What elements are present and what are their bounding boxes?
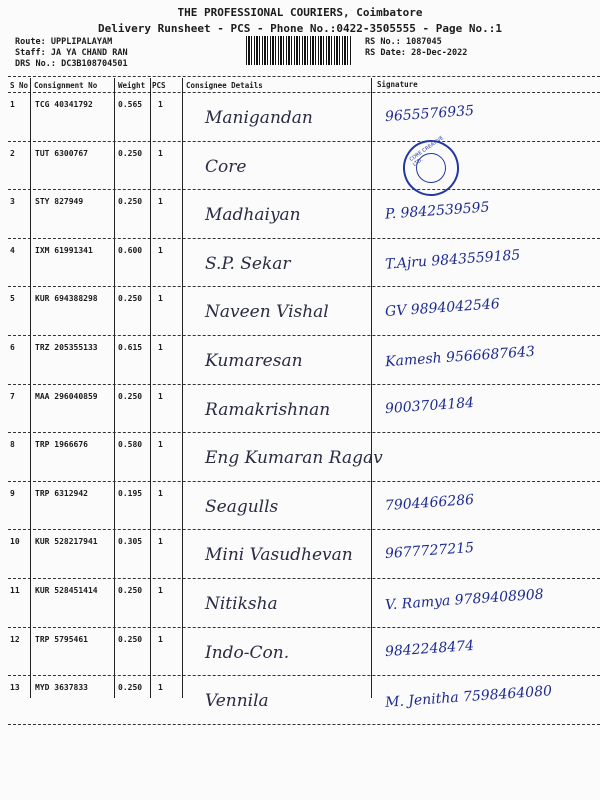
row-consignee: Manigandan <box>205 108 313 128</box>
row-consignment-no: MYD 3637833 <box>35 683 88 693</box>
row-weight: 0.615 <box>118 343 143 352</box>
rs-no-info <box>365 37 442 47</box>
staff-info <box>15 48 128 58</box>
row-consignment-no: TCG 40341792 <box>35 100 93 109</box>
row-consignee: Madhaiyan <box>205 205 301 226</box>
column-header-consignment: Consignment No <box>34 81 98 90</box>
row-weight: 0.565 <box>118 100 143 109</box>
row-sno: 5 <box>10 294 15 304</box>
row-signature: 9655576935 <box>384 102 475 126</box>
row-consignment-no: MAA 296040859 <box>35 391 98 401</box>
row-weight: 0.250 <box>118 391 143 401</box>
row-signature: 9842248474 <box>384 637 475 660</box>
drs-info <box>15 59 128 69</box>
row-consignment-no: TRZ 205355133 <box>35 343 98 352</box>
row-pcs: 1 <box>158 440 163 450</box>
row-weight: 0.250 <box>118 586 143 595</box>
drs-label: DRS No.: <box>15 59 56 69</box>
row-divider <box>8 286 600 287</box>
row-pcs: 1 <box>158 537 163 547</box>
row-signature: 9677727215 <box>384 540 475 563</box>
row-weight: 0.250 <box>118 683 143 693</box>
row-sno: 10 <box>10 537 20 547</box>
column-header-signature: Signature <box>377 80 418 89</box>
header-divider-bottom <box>8 92 600 93</box>
row-sno: 7 <box>10 391 15 401</box>
route-value: UPPLIPALAYAM <box>50 37 113 47</box>
row-divider <box>8 481 600 482</box>
row-consignee: Seagulls <box>205 496 279 517</box>
row-sno: 3 <box>10 197 15 207</box>
column-header-weight: Weight <box>118 81 146 90</box>
column-divider <box>182 78 183 698</box>
row-sno: 11 <box>10 586 20 595</box>
row-weight: 0.250 <box>118 294 143 304</box>
row-consignment-no: IXM 61991341 <box>35 245 93 255</box>
column-divider <box>150 78 151 698</box>
row-consignee: Eng Kumaran Ragav <box>205 448 383 469</box>
row-consignee: Ramakrishnan <box>205 399 331 420</box>
row-divider <box>8 432 600 433</box>
row-sno: 12 <box>10 634 20 644</box>
route-label: Route: <box>15 37 46 47</box>
row-divider <box>8 189 600 190</box>
stamp-text: CORE CREATIVE LTD. <box>408 135 445 168</box>
row-consignment-no: TRP 1966676 <box>35 440 88 450</box>
row-signature: Kamesh 9566687643 <box>384 343 536 371</box>
rs-no-value: 1087045 <box>405 37 442 47</box>
row-divider <box>8 141 600 142</box>
row-sno: 8 <box>10 440 15 450</box>
row-pcs: 1 <box>158 100 163 109</box>
staff-label: Staff: <box>15 48 46 58</box>
row-signature: P. 9842539595 <box>384 199 490 223</box>
row-signature: V. Ramya 9789408908 <box>384 586 545 614</box>
row-signature: 7904466286 <box>384 491 475 514</box>
row-signature: T.Ajru 9843559185 <box>384 247 521 273</box>
row-weight: 0.250 <box>118 197 143 207</box>
row-signature: M. Jenitha 7598464080 <box>384 683 553 711</box>
row-consignee: Naveen Vishal <box>205 302 329 323</box>
row-divider <box>8 384 600 385</box>
row-pcs: 1 <box>158 343 163 352</box>
row-pcs: 1 <box>158 586 163 595</box>
row-divider <box>8 627 600 628</box>
row-weight: 0.580 <box>118 440 143 450</box>
row-consignee: Vennila <box>205 691 269 712</box>
row-divider <box>8 675 600 676</box>
row-consignment-no: KUR 528451414 <box>35 586 98 595</box>
row-divider <box>8 724 600 725</box>
row-signature: GV 9894042546 <box>384 296 501 321</box>
row-signature: 9003704184 <box>384 394 475 417</box>
page-subtitle: Delivery Runsheet - PCS - Phone No.:0422-3505555 - Page No.:1 <box>98 22 502 35</box>
column-divider <box>30 78 31 698</box>
row-consignment-no: KUR 694388298 <box>35 294 98 304</box>
row-consignee: Core <box>205 156 247 177</box>
row-consignee: Mini Vasudhevan <box>205 545 353 566</box>
row-pcs: 1 <box>158 391 163 401</box>
row-weight: 0.250 <box>118 148 143 158</box>
column-divider <box>114 78 115 698</box>
row-sno: 9 <box>10 488 15 498</box>
row-sno: 13 <box>10 683 20 693</box>
company-stamp <box>399 136 464 201</box>
column-header-pcs: PCS <box>152 81 166 90</box>
row-consignment-no: TRP 5795461 <box>35 634 88 644</box>
row-sno: 1 <box>10 100 15 109</box>
rs-date-label: RS Date: <box>365 48 406 58</box>
row-pcs: 1 <box>158 294 163 304</box>
drs-value: DC3B108704501 <box>61 59 128 69</box>
column-header-sno: S No <box>10 81 29 90</box>
row-consignment-no: TRP 6312942 <box>35 488 88 498</box>
row-consignee: S.P. Sekar <box>205 253 291 274</box>
row-consignee: Kumaresan <box>205 351 303 371</box>
row-divider <box>8 529 600 530</box>
row-pcs: 1 <box>158 245 163 255</box>
row-sno: 2 <box>10 148 15 158</box>
rs-date-value: 28-Dec-2022 <box>411 48 468 58</box>
header-divider-top <box>8 76 600 77</box>
row-weight: 0.250 <box>118 634 143 644</box>
row-weight: 0.195 <box>118 488 143 498</box>
page-title: THE PROFESSIONAL COURIERS, Coimbatore <box>177 6 423 19</box>
row-pcs: 1 <box>158 683 163 693</box>
row-sno: 4 <box>10 245 15 255</box>
column-header-consignee: Consignee Details <box>186 81 263 90</box>
row-divider <box>8 238 600 239</box>
row-pcs: 1 <box>158 634 163 644</box>
route-info <box>15 37 112 47</box>
staff-value: JA YA CHAND RAN <box>50 48 128 58</box>
barcode-image <box>246 36 352 65</box>
row-weight: 0.305 <box>118 537 143 547</box>
row-weight: 0.600 <box>118 245 143 255</box>
row-consignee: Nitiksha <box>205 594 278 614</box>
row-consignment-no: TUT 6300767 <box>35 148 88 158</box>
row-pcs: 1 <box>158 488 163 498</box>
row-divider <box>8 578 600 579</box>
row-consignee: Indo-Con. <box>205 642 290 663</box>
row-consignment-no: STY 827949 <box>35 197 84 207</box>
row-divider <box>8 335 600 336</box>
row-pcs: 1 <box>158 148 163 158</box>
rs-date-info <box>365 48 467 58</box>
row-pcs: 1 <box>158 197 163 207</box>
column-divider <box>371 78 372 698</box>
rs-no-label: RS No.: <box>365 37 401 47</box>
row-sno: 6 <box>10 343 15 352</box>
row-consignment-no: KUR 528217941 <box>35 537 98 547</box>
